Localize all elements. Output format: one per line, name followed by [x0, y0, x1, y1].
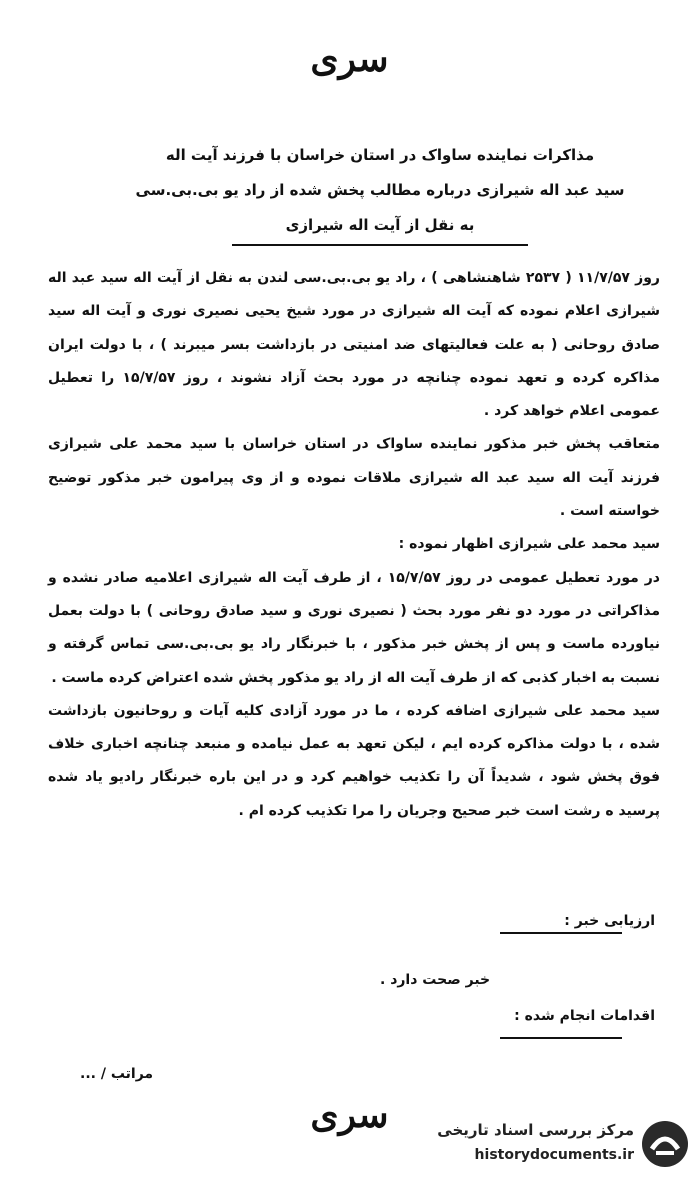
watermark-url: historydocuments.ir [474, 1147, 634, 1163]
classification-bottom: سری [310, 1094, 389, 1136]
document-title [120, 138, 640, 243]
archive-logo-icon [640, 1119, 690, 1169]
evaluation-label: ارزیابی خبر : [564, 913, 655, 929]
title-line-3: به نقل از آیت اله شیرازی [285, 216, 475, 234]
evaluation-underline [500, 932, 622, 934]
title-line-2: سید عبد اله شیرازی درباره مطالب پخش شده از راد یو بی.بی.سی [135, 181, 625, 199]
watermark [430, 1117, 692, 1173]
title-line-1: مذاکرات نماینده ساواک در استان خراسان با فرزند آیت اله [165, 146, 595, 164]
news-status: خبر صحت دارد . [380, 972, 491, 988]
paragraph-addition: سید محمد علی شیرازی اضافه کرده ، ما در مورد آزادی کلیه آیات و روحانیون بازداشت شده ، با دولت مذاکره کرده ایم ، لیکن تعهد به عمل نیامده و منبعد چنانچه اخباری خلاف فوق پخش شود ، شدیداً آن را تکذیب خواهیم کرد و در این باره خبرنگار رادیو یاد شده پرسید ه رشت است خبر صحیح وجریان را مرا تکذیب کرده ام . [48, 702, 660, 819]
actions-label: اقدامات انجام شده : [514, 1008, 655, 1024]
watermark-title: مرکز بررسی اسناد تاریخی [437, 1121, 634, 1139]
actions-underline [500, 1037, 622, 1039]
paragraph-statement-intro: سید محمد علی شیرازی اظهار نموده : [398, 536, 660, 553]
title-underline [232, 244, 528, 246]
paragraph-follow-up: متعاقب پخش خبر مذکور نماینده ساواک در استان خراسان با سید محمد علی شیرازی فرزند آیت اله سید عبد اله شیرازی ملاقات نموده و از وی پیرامون خبر مذکور توضیح خواسته است . [48, 436, 660, 520]
paragraph-statement: در مورد تعطیل عمومی در روز ۱۵/۷/۵۷ ، از طرف آیت اله شیرازی اعلامیه صادر نشده و مذاکراتی در مورد دو نفر مورد بحث ( نصیری نوری و سید صادق روحانی ) با دولت بعمل نیاورده ماست و پس از پخش خبر مذکور ، با خبرنگار راد یو بی.بی.سی تماس گرفته و نسبت به اخبار کذبی که از طرف آیت اله از راد یو مذکور پخش شده اعتراض کرده ماست . [48, 569, 660, 686]
document-body [48, 262, 660, 828]
paragraph-report: روز ۱۱/۷/۵۷ ( ۲۵۳۷ شاهنشاهی ) ، راد یو بی.بی.سی لندن به نقل از آیت اله سید عبد اله شیرازی اعلام نموده که آیت اله شیرازی در مورد شیخ یحیی نصیری نوری و آیت اله سید صادق روحانی ( به علت فعالیتهای ضد امنیتی در بازداشت بسر میبرند ) ، با دولت ایران مذاکره کرده و تعهد نموده چنانچه در مورد بحث آزاد نشوند ، روز ۱۵/۷/۵۷ را تعطیل عمومی اعلام خواهد کرد . [48, 270, 660, 420]
footer-note: مراتب / ... [80, 1066, 154, 1082]
classification-top: سری [310, 38, 389, 80]
